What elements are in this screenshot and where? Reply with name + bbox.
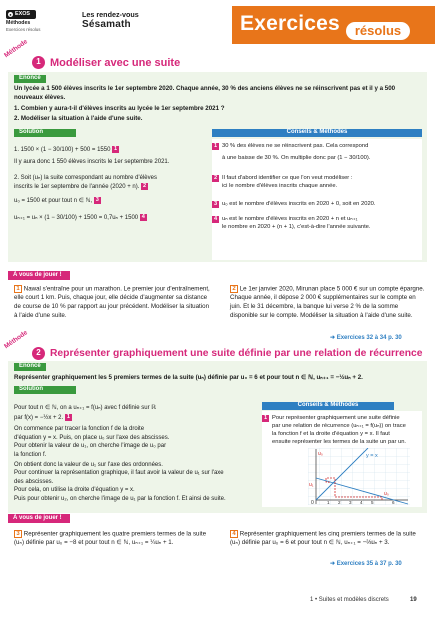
sol-line: On commence par tracer la fonction f de la droite: [14, 426, 145, 432]
exos-badge: [6, 10, 36, 19]
conseil-line: ici le nombre d'élèves inscrits chaque année.: [222, 183, 338, 189]
conseil-text: Il faut d'abord identifier ce que l'on veut modéliser :: [222, 175, 353, 181]
origin-label: 0: [311, 500, 314, 505]
marker-2: 2: [213, 175, 218, 181]
practice-label: À vous de jouer !: [8, 514, 70, 523]
sol-line: Pour obtenir la valeur de u₁, on cherche l'image de u₀ par: [14, 443, 167, 449]
page-title-pill: résolus: [346, 22, 410, 40]
sol-text: u₀ = 1500 et pour tout n ∈ ℕ,: [14, 198, 93, 205]
solution-label: Solution: [14, 129, 76, 137]
sol-text: 2. Soit (uₙ) la suite correspondant au nombre d'élèves: [14, 175, 157, 181]
sol-line: Pour tout n ∈ ℕ, on a uₙ₊₁ = f(uₙ) avec f définie sur ℝ: [14, 405, 156, 411]
y-equals-x-label: y = x: [366, 453, 378, 459]
exercise-text: Nawal s'entraîne pour un marathon. Le premier jour d'entraînement, elle court 1 km. Puis, chaque jour, elle décide d'augmenter sa distance de course de 10 % par rapport au jour précédent. Modéliser la situation à l'aide d'une suite.: [14, 285, 210, 320]
sol-line: des abscisses.: [14, 479, 54, 485]
marker-1: 1: [213, 143, 218, 149]
sol-line-2: Il y aura donc 1 550 élèves inscrits le 1er septembre 2021.: [14, 159, 170, 165]
tick-label: 2: [338, 500, 341, 505]
conseil-text: uₙ est le nombre d'élèves inscrits en 2020 + n et uₙ₊₁: [222, 216, 358, 222]
methode-tag: Méthode: [3, 38, 29, 60]
conseil-line: [262, 415, 422, 423]
tick-label: 6: [392, 500, 395, 505]
section-title: Modéliser avec une suite: [50, 57, 181, 69]
u-label: u₁: [309, 482, 314, 488]
exos-dot-icon: ●: [9, 11, 12, 17]
marker-1: 1: [66, 414, 70, 420]
marker-3: 3: [213, 201, 218, 207]
sol-line: Puis pour obtenir u₂, on cherche l'image de u₁ par la fonction f. Et ainsi de suite.: [14, 496, 226, 502]
header-line1: Méthodes: [6, 20, 31, 26]
section-number: 2: [32, 347, 45, 360]
enonce-label: Énoncé: [14, 75, 46, 83]
question-2: 2. Modéliser la situation à l'aide d'une suite.: [14, 115, 143, 122]
conseil-line: [212, 201, 422, 209]
conseils-column: [212, 139, 422, 260]
marker-2: 2: [143, 183, 147, 189]
tick-label: 5: [371, 500, 374, 505]
enonce-label: Énoncé: [14, 363, 46, 371]
exercise-text: Représenter graphiquement les cinq premiers termes de la suite (uₙ) définie par u₀ = 6 et pour tout n ∈ ℕ, uₙ₊₁ = −⅔uₙ + 3.: [230, 530, 416, 547]
exercise-number: 1: [14, 285, 22, 293]
sol-text: inscrits le 1er septembre de l'année (2020 + n).: [14, 184, 140, 191]
sol-line: d'équation y = x. Puis, on place u₀ sur l'axe des abscisses.: [14, 435, 170, 441]
exos-label: EXOS: [15, 10, 30, 17]
section-title: Représenter graphiquement une suite définie par une relation de récurrence: [50, 348, 423, 359]
exercise-2: [230, 285, 425, 321]
solution-column: [14, 400, 257, 508]
enonce-text: Un lycée a 1 500 élèves inscrits le 1er septembre 2020. Chaque année, 30 % des anciens élèves ne se réinscrivent pas et il y a 500 nouveaux élèves.: [14, 85, 396, 101]
conseil-line: la fonction f et la droite d'équation y = x. Il faut: [272, 431, 390, 437]
tick-label: 3: [349, 500, 352, 505]
exercise-number: 3: [14, 530, 22, 538]
solution-label: Solution: [14, 386, 76, 394]
enonce-text: Représenter graphiquement les 5 premiers termes de la suite (uₙ) définie par u₀ = 6 et pour tout n ∈ ℕ, uₙ₊₁ = −½uₙ + 2.: [14, 374, 363, 381]
sol-line-1: [14, 146, 206, 154]
brand-logo: Sésamath: [82, 19, 131, 30]
exercise-number: 2: [230, 285, 238, 293]
page-title: Exercices: [240, 12, 340, 35]
tick-label: 4: [360, 500, 363, 505]
practice-label: À vous de jouer !: [8, 271, 70, 280]
conseil-line: [212, 175, 422, 183]
conseil-line: [212, 216, 422, 224]
tick-label: 1: [327, 500, 330, 505]
conseils-column: [262, 411, 422, 507]
u-label: u₀: [318, 451, 323, 457]
chapter-footer: 1 • Suites et modèles discrets: [310, 597, 389, 603]
section-number: 1: [32, 56, 45, 69]
sol-line: [14, 414, 257, 422]
exercise-4: [230, 530, 425, 548]
exercise-3: [14, 530, 210, 548]
conseils-label: Conseils & Méthodes: [262, 402, 394, 410]
marker-3: 3: [95, 197, 99, 203]
conseil-line: ensuite représenter les termes de la suite un par un.: [272, 439, 407, 445]
exercise-1: [14, 285, 210, 321]
question-1: 1. Combien y aura-t-il d'élèves inscrits au lycée le 1er septembre 2021 ?: [14, 105, 225, 112]
header-line2: Exercices résolus: [6, 26, 41, 32]
cobweb-graph: [308, 448, 410, 505]
methode-tag: Méthode: [3, 329, 29, 351]
u-label: u₀: [384, 491, 389, 497]
rendez-vous-label: Les rendez-vous: [82, 10, 139, 19]
exercise-reference-link[interactable]: ➜ Exercices 35 à 37 p. 30: [330, 561, 402, 567]
conseil-line: le nombre en 2020 + (n + 1), c'est-à-dire l'année suivante.: [222, 224, 371, 230]
sol-text: par f(x) = −½x + 2.: [14, 415, 64, 422]
conseil-line: à une baisse de 30 %. On multiplie donc par (1 − 30/100).: [222, 155, 371, 161]
sol-line-5: [14, 197, 206, 205]
exercise-text: Le 1er janvier 2020, Mirunan place 5 000 € sur un compte épargne. Chaque année, il dépose 2 000 € supplémentaires sur le compte en juin. Et le 31 décembre, la banque lui verse 2 % de la somme disponible sur le compte. Modéliser la situation à l'aide d'une suite.: [230, 285, 425, 320]
sol-line: Pour cela, on utilise la droite d'équation y = x.: [14, 487, 135, 493]
conseil-line: [212, 143, 422, 151]
marker-1: 1: [114, 146, 118, 152]
marker-4: 4: [141, 214, 145, 220]
solution-column: [14, 140, 206, 260]
sol-text: 1. 1500 × (1 − 30/100) + 500 = 1550: [14, 147, 111, 154]
exercise-text: Représenter graphiquement les quatre premiers termes de la suite (uₙ) définie par u₀ = −8 et pour tout n ∈ ℕ, uₙ₊₁ = ¼uₙ + 1.: [14, 530, 207, 547]
sol-line-4: [14, 183, 206, 191]
exercise-number: 4: [230, 530, 238, 538]
sol-line: la fonction f.: [14, 452, 47, 458]
conseil-line: par une relation de récurrence (uₙ₊₁ = f(uₙ)) on trace: [272, 423, 406, 429]
marker-1: 1: [263, 415, 268, 421]
marker-4: 4: [213, 216, 218, 222]
sol-line-6: [14, 214, 206, 222]
exercise-reference-link[interactable]: ➜ Exercices 32 à 34 p. 30: [330, 335, 402, 341]
conseil-text: 30 % des élèves ne se réinscrivent pas. Cela correspond: [222, 143, 369, 149]
sol-text: uₙ₊₁ = uₙ × (1 − 30/100) + 1500 = 0,7uₙ + 1500: [14, 215, 139, 222]
page-number: 19: [410, 597, 417, 603]
sol-line: On obtient donc la valeur de u₁ sur l'axe des ordonnées.: [14, 462, 163, 468]
conseils-label: Conseils & Méthodes: [212, 129, 422, 137]
conseil-text: u₀ est le nombre d'élèves inscrits en 2020 + 0, soit en 2020.: [222, 201, 376, 207]
conseil-text: Pour représenter graphiquement une suite définie: [272, 415, 400, 421]
sol-line: Pour continuer la représentation graphique, il faut avoir la valeur de u₁ sur l'axe: [14, 470, 224, 476]
sol-line-3: [14, 174, 206, 182]
